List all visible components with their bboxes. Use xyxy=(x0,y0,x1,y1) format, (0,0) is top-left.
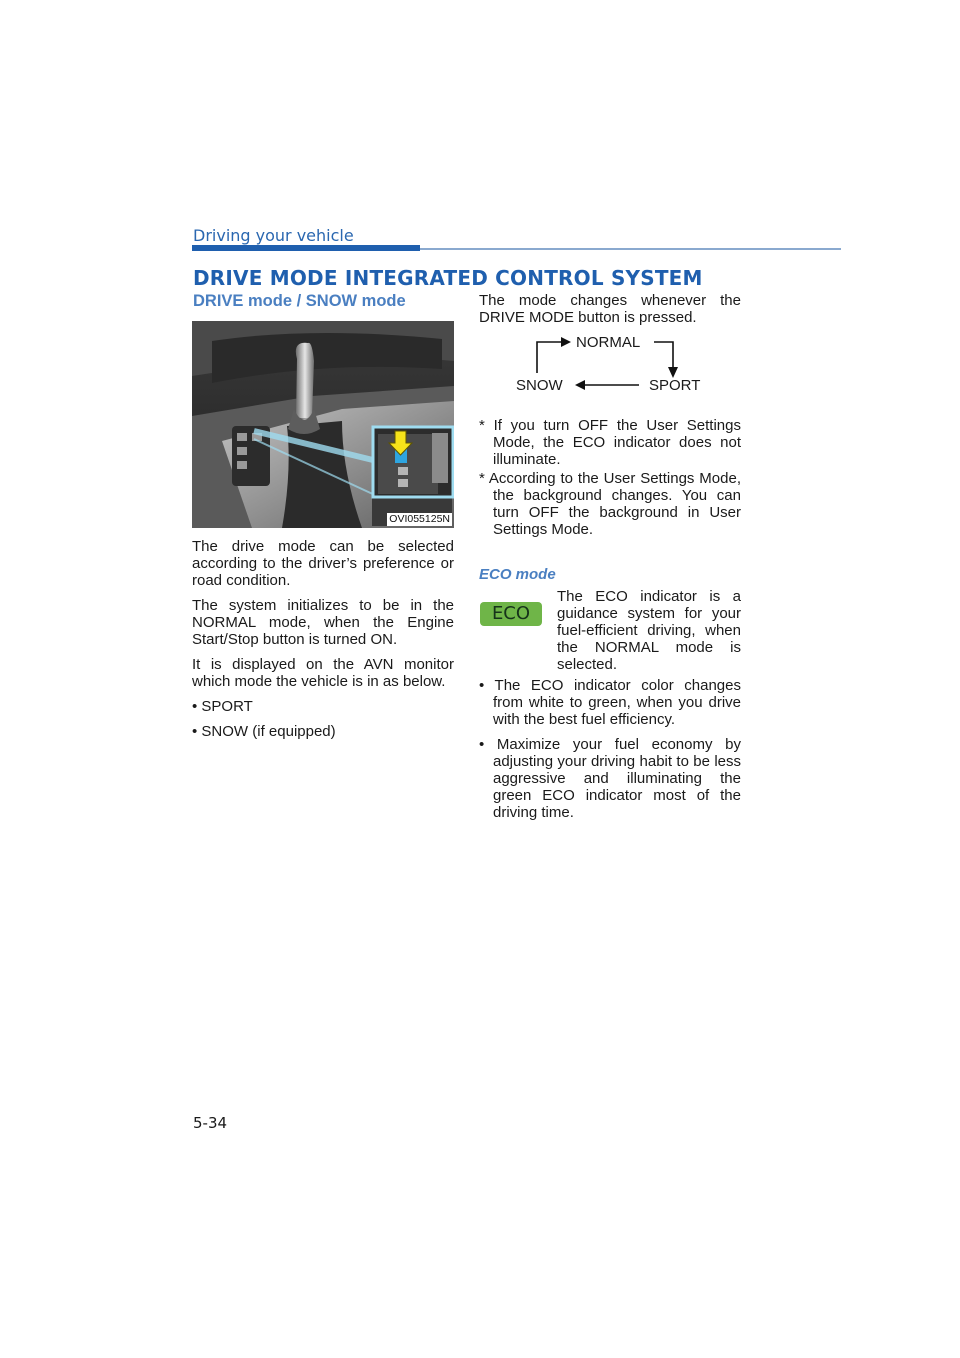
eco-description: The ECO indicator is a guidance system for your fuel-efficient driving, when the NORMAL mode is selected. xyxy=(557,588,741,673)
list-item: • SNOW (if equipped) xyxy=(192,723,336,740)
cycle-label-normal: NORMAL xyxy=(576,334,641,351)
left-column xyxy=(192,538,454,748)
notes-block xyxy=(479,417,741,540)
header-rule-thin xyxy=(420,248,841,250)
list-item: • SPORT xyxy=(192,698,253,715)
list-item: • Maximize your fuel economy by adjusting your driving habit to be less aggressive and illuminating the green ECO indicator most of the driving time. xyxy=(479,736,741,821)
page-number: 5-34 xyxy=(193,1114,228,1132)
header-rule-thick xyxy=(192,245,420,251)
mode-cycle-diagram xyxy=(479,333,741,399)
eco-indicator-badge: ECO xyxy=(480,602,542,626)
eco-bullet-list xyxy=(479,677,741,829)
cycle-label-sport: SPORT xyxy=(649,377,701,394)
paragraph-system-initializes: The system initializes to be in the NORMAL mode, when the Engine Start/Stop button is turned ON. xyxy=(192,597,454,648)
right-intro-paragraph: The mode changes whenever the DRIVE MODE button is pressed. xyxy=(479,292,741,326)
page-title: DRIVE MODE INTEGRATED CONTROL SYSTEM xyxy=(193,266,703,290)
note-user-settings-background: * According to the User Settings Mode, the background changes. You can turn OFF the background in User Settings Mode. xyxy=(479,470,741,538)
paragraph-drive-mode-selection: The drive mode can be selected according to the driver’s preference or road condition. xyxy=(192,538,454,589)
gear-shifter-photo xyxy=(192,321,454,528)
image-code-label: OVI055125N xyxy=(389,513,450,525)
note-user-settings-eco: * If you turn OFF the User Settings Mode, the ECO indicator does not illuminate. xyxy=(479,417,741,468)
list-item: • The ECO indicator color changes from white to green, when you drive with the best fuel efficiency. xyxy=(479,677,741,728)
eco-mode-title: ECO mode xyxy=(479,566,556,583)
cycle-label-snow: SNOW xyxy=(516,377,563,394)
section-subtitle: DRIVE mode / SNOW mode xyxy=(193,292,406,310)
paragraph-avn-monitor: It is displayed on the AVN monitor which mode the vehicle is in as below. xyxy=(192,656,454,690)
header-section-label: Driving your vehicle xyxy=(193,226,354,245)
